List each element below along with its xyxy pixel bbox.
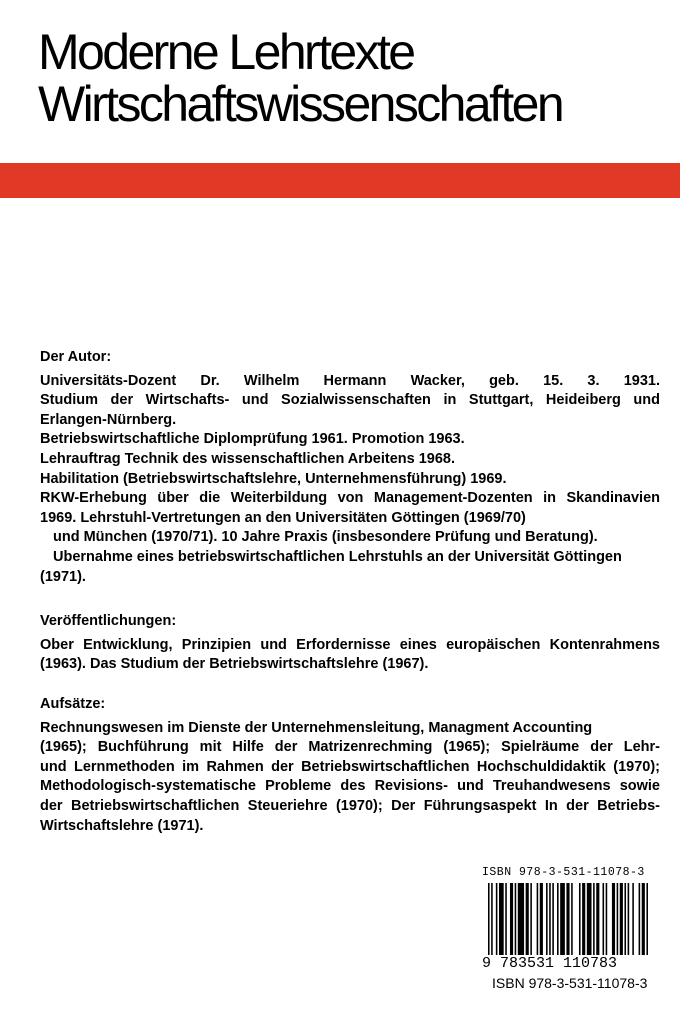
series-title-line-1: Moderne Lehrtexte <box>38 24 414 80</box>
author-line: RKW-Erhebung über die Weiterbildung von Management-Dozenten in Skandinavien <box>40 490 660 507</box>
series-title <box>38 26 658 130</box>
barcode-bar <box>499 883 504 955</box>
author-line: 1969. Lehrstuhl-Vertretungen an den Universitäten Göttingen (1969/70) <box>40 509 526 526</box>
barcode-bar <box>579 883 581 955</box>
barcode-bar <box>582 883 585 955</box>
barcode-bar <box>540 883 543 955</box>
essays-line: Wirtschaftslehre (1971). <box>40 817 204 834</box>
barcode-bar <box>632 883 634 955</box>
barcode-bar <box>491 883 493 955</box>
barcode-bar <box>639 883 641 955</box>
essays-section <box>40 695 660 836</box>
author-heading: Der Autor: <box>40 349 112 365</box>
barcode-bar <box>510 883 513 955</box>
barcode-bar <box>546 883 548 955</box>
author-line: Lehrauftrag Technik des wissenschaftlichen Arbeitens 1968. <box>40 450 455 467</box>
barcode-bars <box>488 883 648 955</box>
barcode-bar <box>612 883 615 955</box>
barcode-bar <box>505 883 507 955</box>
barcode-bar <box>603 883 605 955</box>
essays-line: Rechnungswesen im Dienste der Unternehmensleitung, Managment Accounting <box>40 719 593 736</box>
series-title-line-2: Wirtschaftswissenschaften <box>38 76 563 132</box>
barcode-bar <box>515 883 517 955</box>
publications-section <box>40 612 660 675</box>
barcode-bar <box>617 883 619 955</box>
barcode-bar <box>642 883 645 955</box>
author-line: Habilitation (Betriebswirtschaftslehre, Unternehmensführung) 1969. <box>40 470 507 487</box>
barcode-bar <box>488 883 490 955</box>
author-line: Erlangen-Nürnberg. <box>40 411 177 428</box>
publications-line: Ober Entwicklung, Prinzipien und Erfordernisse eines europäischen Kontenrahmens <box>40 636 660 653</box>
barcode-bar <box>549 883 551 955</box>
barcode-bar <box>596 883 599 955</box>
barcode-bar <box>593 883 595 955</box>
red-band <box>0 163 680 198</box>
barcode <box>482 866 650 970</box>
author-line: (1971). <box>40 568 86 585</box>
isbn-number: ISBN 978-3-531-11078-3 <box>492 975 648 991</box>
barcode-bar <box>530 883 532 955</box>
essays-line: der Betriebswirtschaftlichen Steueriehre (1970); Der Führungsaspekt In der Betriebs- <box>40 797 660 814</box>
barcode-digits: 9 783531 110783 <box>482 955 618 972</box>
barcode-bar <box>624 883 626 955</box>
author-line: Ubernahme eines betriebswirtschaftlichen Lehrstuhls an der Universität Göttingen <box>53 548 622 565</box>
barcode-bar <box>620 883 623 955</box>
barcode-bar <box>560 883 565 955</box>
author-section <box>40 348 660 587</box>
barcode-bar <box>587 883 592 955</box>
barcode-bar <box>496 883 498 955</box>
essays-line: und Lernmethoden im Rahmen der Betriebswirtschaftlichen Hochschuldidaktik (1970); <box>40 758 660 775</box>
barcode-bar <box>552 883 554 955</box>
barcode-bar <box>557 883 559 955</box>
barcode-bar <box>646 883 648 955</box>
publications-line: (1963). Das Studium der Betriebswirtschaftslehre (1967). <box>40 656 429 673</box>
barcode-bar <box>526 883 529 955</box>
author-line: Betriebswirtschaftliche Diplomprüfung 1961. Promotion 1963. <box>40 431 465 448</box>
author-line: Studium der Wirtschafts- und Sozialwissenschaften in Stuttgart, Heideiberg und <box>40 392 660 409</box>
essays-heading: Aufsätze: <box>40 696 106 712</box>
essays-line: Methodologisch-systematische Probleme des Revisions- und Treuhandwesens sowie <box>40 778 660 795</box>
author-line: und München (1970/71). 10 Jahre Praxis (insbesondere Prüfung und Beratung). <box>53 529 598 546</box>
barcode-bar <box>537 883 539 955</box>
barcode-bar <box>566 883 569 955</box>
essays-line: (1965); Buchführung mit Hilfe der Matrizenrechming (1965); Spielräume der Lehr- <box>40 739 660 756</box>
publications-heading: Veröffentlichungen: <box>40 613 177 629</box>
barcode-isbn-label: ISBN 978-3-531-11078-3 <box>482 866 645 879</box>
barcode-bar <box>571 883 573 955</box>
author-line: Universitäts-Dozent Dr. Wilhelm Hermann Wacker, geb. 15. 3. 1931. <box>40 372 660 389</box>
barcode-bar <box>518 883 524 955</box>
barcode-bar <box>628 883 630 955</box>
barcode-bar <box>606 883 608 955</box>
